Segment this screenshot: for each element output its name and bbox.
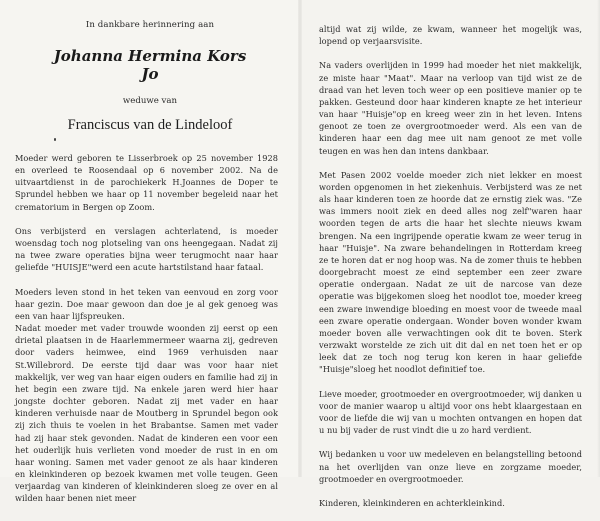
spouse-name: Franciscus van de Lindeloof	[67, 117, 233, 133]
paragraph-birth-death: Moeder werd geboren te Lisserbroek op 25 november 1928 en overleed te Roosendaal op 6 november 2002. Na de uitvaartdienst in de parochiekerk H.Joannes de Doper te Sprundel hebben we haar op 11 november begeleid naar het crematorium in Bergen op Zoom.	[15, 153, 278, 212]
paragraph-thanks: Wij bedanken u voor uw medeleven en belangstelling betoond na het overlijden van onze lieve en zorgzame moeder, grootmoeder en overgrootmoeder.	[319, 449, 582, 484]
signature: Kinderen, kleinkinderen en achterkleinkind.	[319, 498, 505, 509]
paragraph-illness: Met Pasen 2002 voelde moeder zich niet lekker en moest worden opgenomen in het ziekenhuis. Verbijsterd was ze net als haar kinderen toen ze hoorde dat ze ernstig ziek was. "Ze was immers nooit ziek en deed alles nog zelf"waren haar woorden tegen de arts die haar het slechte nieuws kwam brengen. Na een ingrijpende operatie kwam ze weer terug in haar "Huisje". Na zware behandelingen in Rotterdam kreeg ze te horen dat er nog hoop was. Na de zomer thuis te hebben doorgebracht moest ze eind september een zeer zware operatie ondergaan. Nadat ze uit de narcose van deze operatie was bijgekomen sloeg het noodlot toe, moeder kreeg een zware inwendige bloeding en moest voor de tweede maal een zware operatie ondergaan. Wonder boven wonder kwam moeder boven alle verwachtingen ook dit te boven. Sterk verzwakt worstelde ze zich uit dit dal en net toen het er op leek dat ze toch nog terug kon keren in haar geliefde "Huisje"sloeg het noodlot definitief toe.	[319, 169, 582, 375]
scan-speck	[54, 138, 56, 141]
deceased-full-name: Johanna Hermina Kors	[53, 47, 247, 65]
paragraph-continued: altijd wat zij wilde, ze kwam, wanneer het mogelijk was, lopend op verjaarsvisite.	[319, 24, 582, 47]
intro-text: In dankbare herinnering aan	[85, 20, 215, 30]
paragraph-farewell: Lieve moeder, grootmoeder en overgrootmoeder, wij danken u voor de manier waarop u altijd voor ons hebt klaargestaan en voor de liefde die wij van u mochten ontvangen en hopen dat u nu bij vader de rust vindt die u zo hard verdient.	[319, 388, 582, 436]
paragraph-after-father: Na vaders overlijden in 1999 had moeder het niet makkelijk, ze miste haar "Maat". Maar na verloop van tijd wist ze de draad van het leven toch weer op een positieve manier op te pakken. Gesteund door haar kinderen knapte ze het interieur van haar "Huisje"op en kreeg weer zin in het leven. Intens genoot ze toen ze overgrootmoeder werd. Als een van de kinderen haar een dag mee uit nam genoot ze met volle teugen en was hen dan intens dankbaar.	[319, 60, 582, 156]
paragraph-life-motto: Moeders leven stond in het teken van eenvoud en zorg voor haar gezin. Doe maar gewoon dan doe je al gek genoeg was een van haar lijfspreuken.	[15, 286, 278, 321]
deceased-nickname: Jo	[141, 65, 159, 83]
deceased-name	[0, 47, 300, 83]
paragraph-life-story: Nadat moeder met vader trouwde woonden zij eerst op een drietal plaatsen in de Haarlemmermeer waarna zij, gedreven door vaders heimwee, eind 1969 verhuisden naar St.Willebrord. De eerste tijd daar was voor haar niet makkelijk, ver weg van haar eigen ouders en familie had zij in het begin een zware tijd. Na enkele jaren werd hier haar jongste dochter geboren. Nadat zij met vader en haar kinderen verhuisde naar de Moutberg in Sprundel begon ook zij zich thuis te voelen in het Brabantse. Samen met vader had zij haar stek gevonden. Nadat de kinderen een voor een het ouderlijk huis verlieten vond moeder de rust in en om haar woning. Samen met vader genoot ze als haar kinderen en kleinkinderen op bezoek kwamen met volle teugen. Geen verjaardag van kinderen of kleinkinderen sloeg ze over en al wilden haar benen niet meer	[15, 323, 278, 504]
widow-label: weduwe van	[122, 96, 178, 106]
right-text-column	[319, 23, 582, 521]
left-text-column	[15, 152, 278, 505]
paragraph-passing: Ons verbijsterd en verslagen achterlatend, is moeder woensdag toch nog plotseling van ons heengegaan. Nadat zij na twee zware operaties bijna weer terugmocht naar haar geliefde "HUISJE"werd een acute hartstilstand haar fataal.	[15, 225, 278, 273]
